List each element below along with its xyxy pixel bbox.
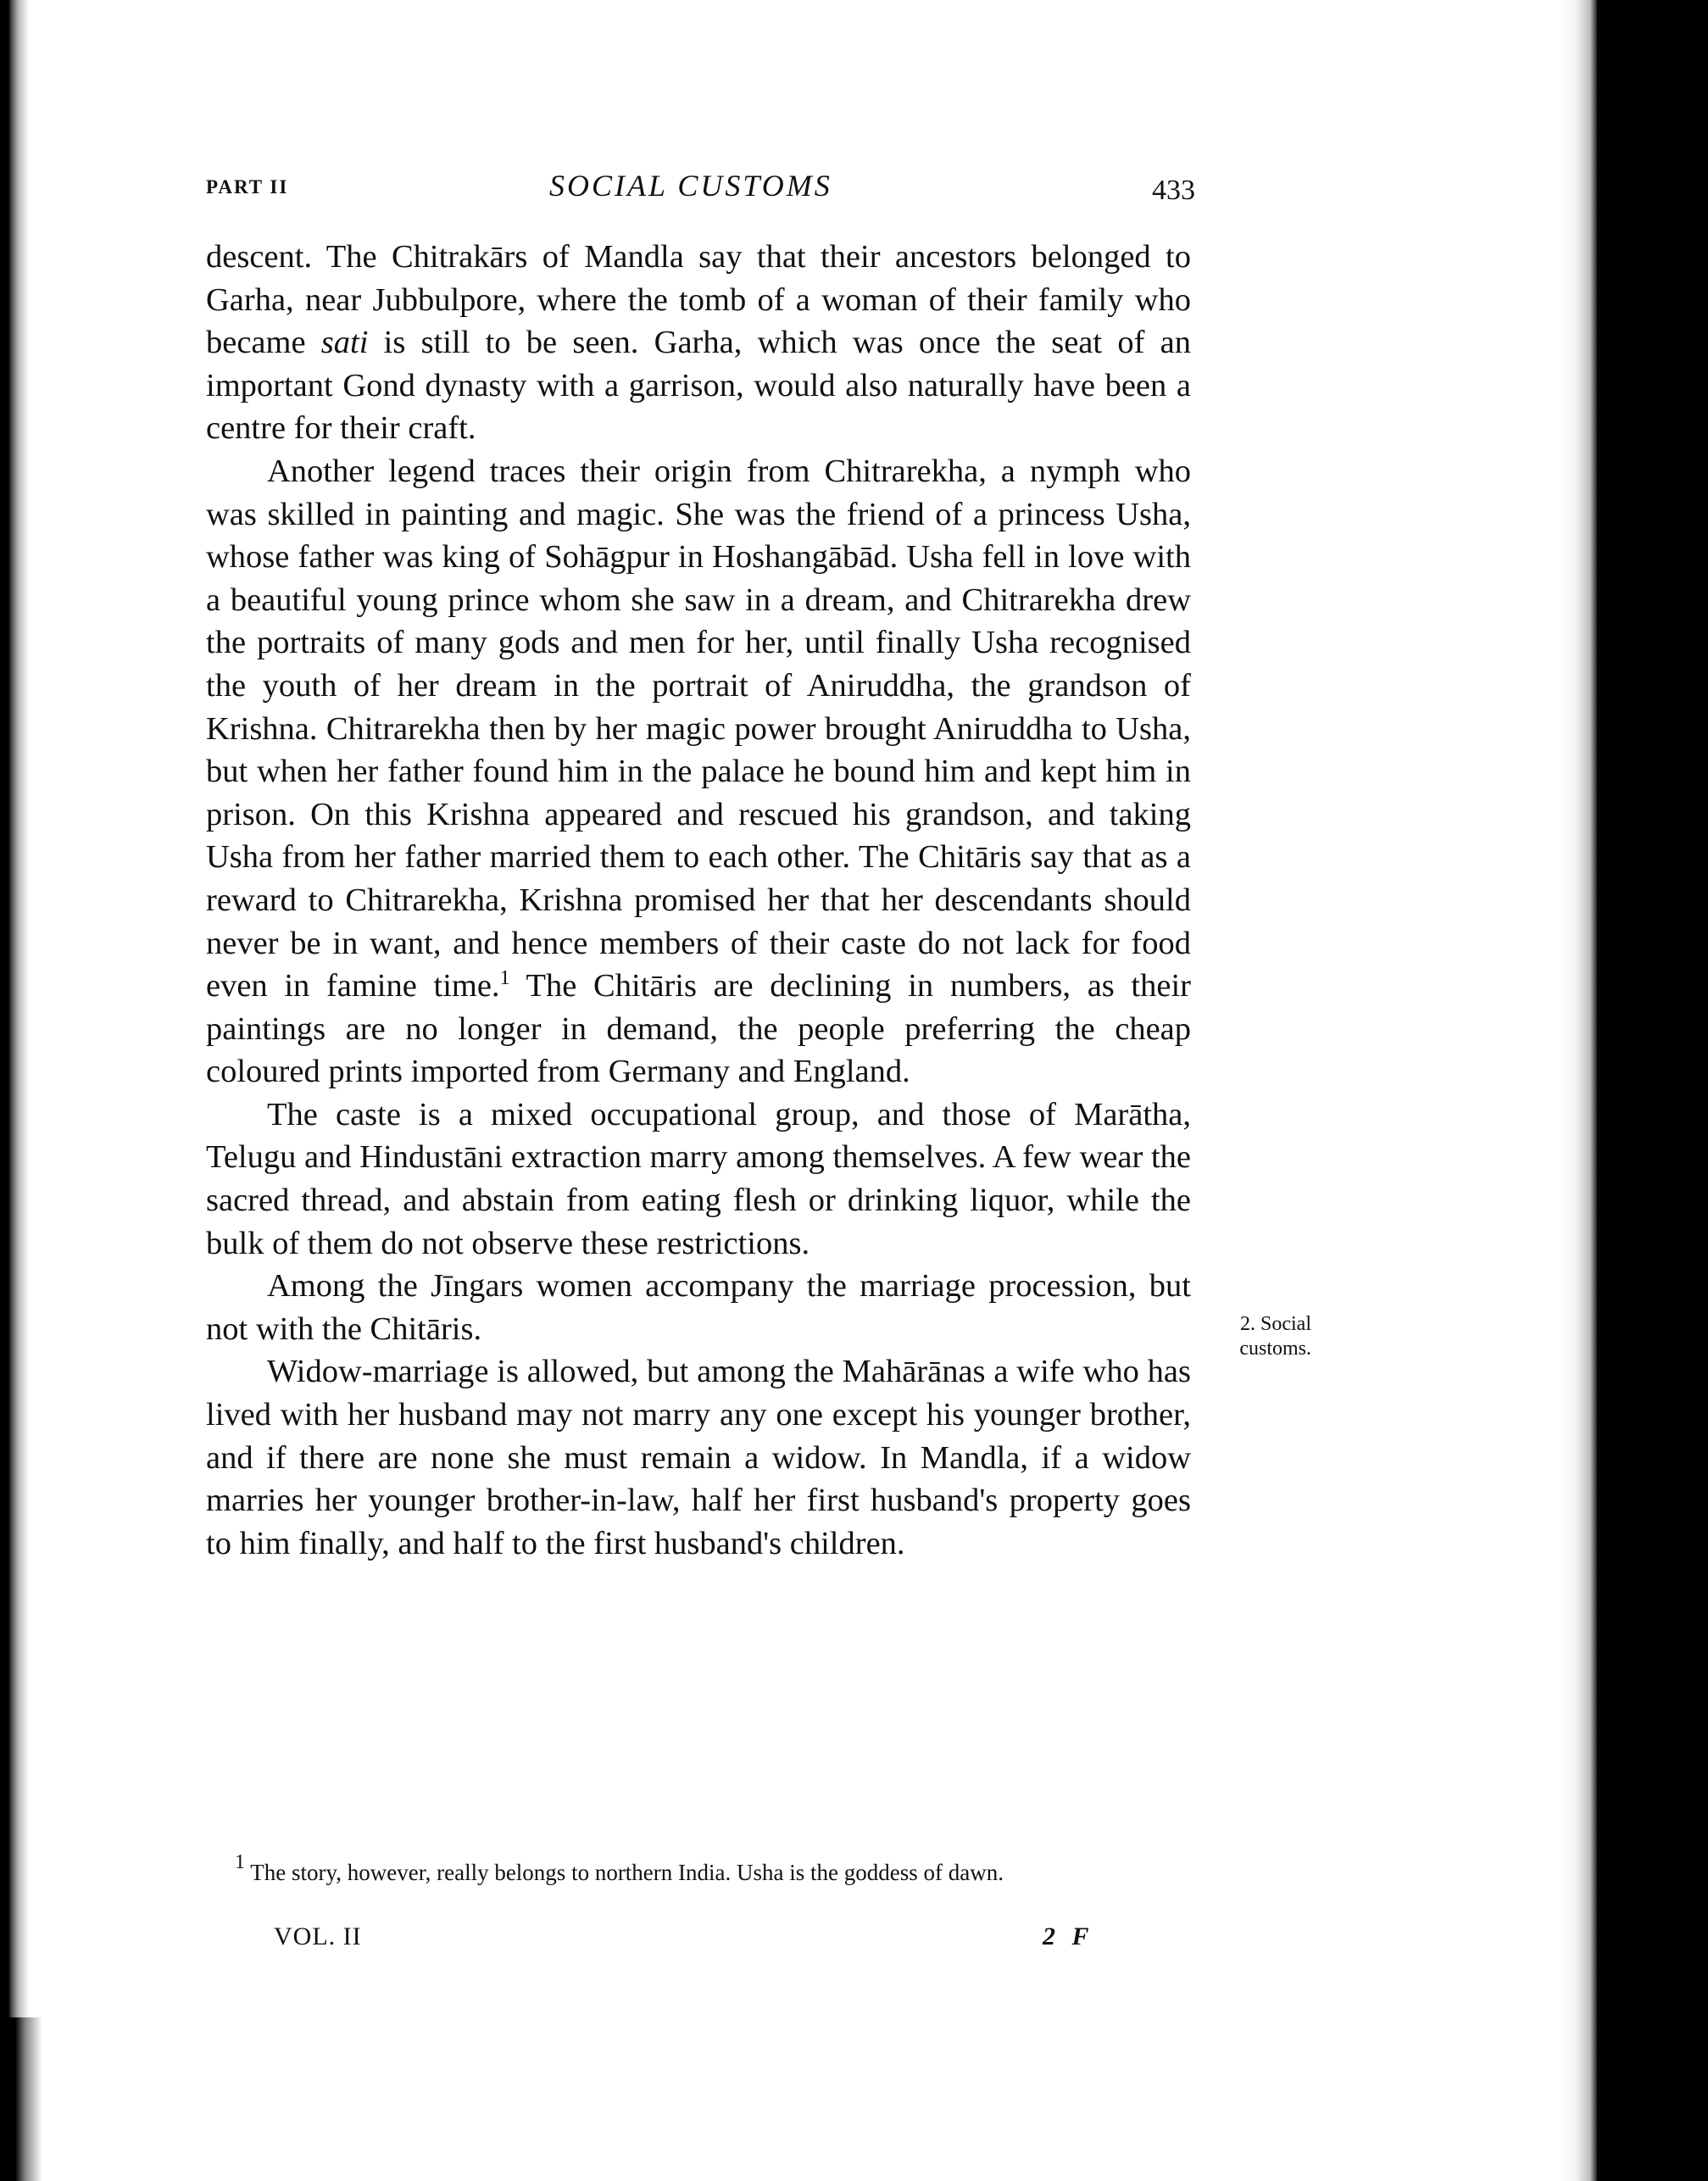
chapter-title: SOCIAL CUSTOMS bbox=[549, 169, 832, 203]
footnote-1 bbox=[206, 1851, 1189, 1887]
footnote-reference: 1 bbox=[499, 967, 510, 990]
paragraph-2-text: Another legend traces their origin from Chitrarekha, a nymph who was skilled in painting and magic. She was the friend of a princess Usha, whose father was king of Sohāgpur in Hoshangābād. Usha fell in love with a beautiful young prince whom she saw in a dream, and Chitrarekha drew the portraits of many gods and men for her, until finally Usha recognised the youth of her dream in the portrait of Aniruddha, the grandson of Krishna. Chitrarekha then by her magic power brought Aniruddha to Usha, but when her father found him in the palace he bound him and kept him in prison. On this Krishna appeared and rescued his grandson, and taking Usha from her father married them to each other. The Chitāris say that as a reward to Chitrarekha, Krishna promised her that her descendants should never be in want, and hence members of their caste do not lack for food even in famine time. bbox=[206, 453, 1191, 1004]
body-text bbox=[206, 236, 1191, 1565]
paragraph-1 bbox=[206, 236, 1191, 450]
margin-note bbox=[1201, 1312, 1311, 1361]
paragraph-4-text: Among the Jīngars women accompany the marriage procession, but not with the Chitāris. bbox=[206, 1268, 1191, 1347]
paragraph-3 bbox=[206, 1093, 1191, 1265]
paragraph-5 bbox=[206, 1350, 1191, 1565]
running-head bbox=[206, 168, 1195, 210]
paragraph-1-text-cont: is still to be seen. Garha, which was once the seat of an important Gond dynasty with a garrison, would also naturally have been a centre for their craft. bbox=[206, 325, 1191, 447]
page-number: 433 bbox=[1152, 175, 1195, 206]
footnote-marker: 1 bbox=[235, 1851, 245, 1873]
margin-note-number: 2. bbox=[1240, 1313, 1255, 1335]
signature-mark: 2 F bbox=[1043, 1922, 1094, 1950]
margin-note-label: Social customs. bbox=[1239, 1313, 1311, 1360]
sati-term: sati bbox=[320, 325, 369, 361]
paragraph-2 bbox=[206, 450, 1191, 1093]
footnotes bbox=[206, 1851, 1189, 1887]
paragraph-4 bbox=[206, 1265, 1191, 1350]
paragraph-3-text: The caste is a mixed occupational group, and those of Marātha, Telugu and Hindustāni extraction marry among themselves. A few wear the sacred thread, and abstain from eating flesh or drinking liquor, while the bulk of them do not observe these restrictions. bbox=[206, 1096, 1191, 1261]
paragraph-2-text-cont: The Chitāris are declining in numbers, as their paintings are no longer in demand, the people preferring the cheap coloured prints imported from Germany and England. bbox=[206, 968, 1191, 1090]
footnote-text: The story, however, really belongs to northern India. Usha is the goddess of dawn. bbox=[245, 1860, 1004, 1885]
printer-signature bbox=[206, 1922, 1121, 1956]
part-label: PART II bbox=[206, 176, 289, 198]
paragraph-5-text: Widow-marriage is allowed, but among the Mahārānas a wife who has lived with her husband may not marry any one except his younger brother, and if there are none she must remain a widow. In Mandla, if a widow marries her younger brother-in-law, half her first husband's property goes to him finally, and half to the first husband's children. bbox=[206, 1354, 1191, 1561]
volume-label: VOL. II bbox=[274, 1922, 362, 1950]
paragraph-1-text: descent. The Chitrakārs of Mandla say that their ancestors belonged to Garha, near Jubbulpore, where the tomb of a woman of their family who became bbox=[206, 239, 1191, 361]
